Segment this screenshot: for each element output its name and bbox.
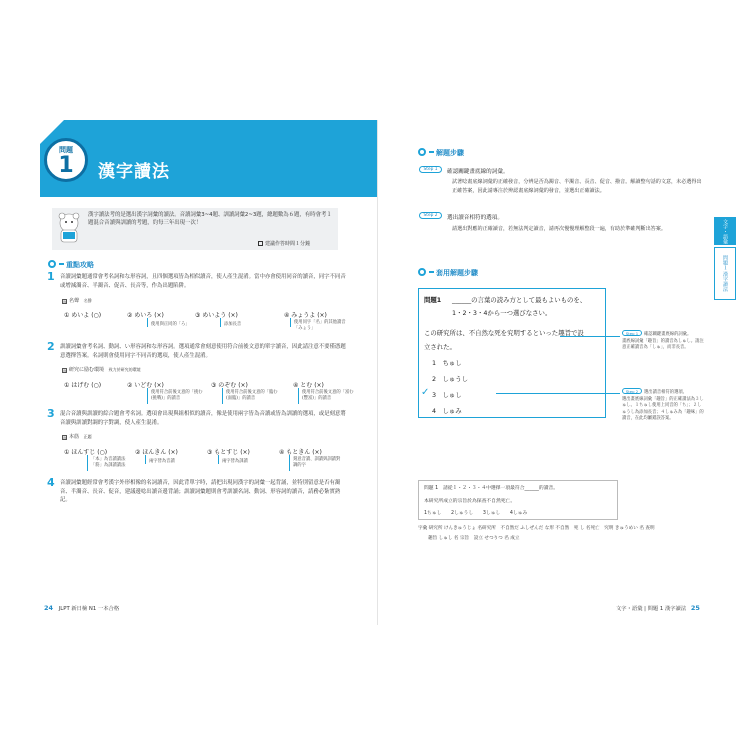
pointer-line [218,455,219,464]
option-note: 添加長音 [224,322,242,327]
side-note-title: 選出讀音相符的選項。 [644,390,687,395]
point-text: 音讀詞彙題通常會考名詞和な形容詞，且四個選項皆為相似讀音，使人產生混淆。當中亦會使用同音的讀音，同字不同音或增減濁音、半濁音、促音、長音等，作為出題陷阱。 [60,274,346,289]
option-note: 使用同字「名」的其他讀音「みょう」 [294,320,346,331]
answer-choice: 2 しゅうし [432,375,469,383]
ring-icon [418,268,426,276]
side-note-step1 [622,330,704,352]
option-note: 兩字皆為音讀 [149,459,175,464]
example-label [62,297,92,304]
dash-icon [59,263,64,265]
example-label [62,366,141,373]
footer-section: 文字・語彙 | 問題 1 漢字讀法 [616,606,687,612]
answer-pointer-line [496,393,620,394]
option: ① はげむ (○) [64,382,102,389]
question-number: 1 [58,153,74,178]
translation-line: 本研究所成立的宗旨於為探查不自然死亡。 [424,499,516,504]
step-badge: Step 1 [622,330,642,336]
pointer-line [147,318,148,327]
point-number: 1 [47,270,55,283]
answer-choice: 4 しゅみ [432,407,462,415]
book-title: JLPT 新日檢 N1 一本合格 [58,606,120,612]
page-number: 24 [44,604,54,612]
option: ③ もとすじ (×) [207,449,250,456]
question-label: 問題 [59,146,73,154]
point-number: 3 [47,407,55,420]
tab-kanji-reading[interactable]: 問題１ 漢字讀法 [714,247,736,300]
option-note: 使用與正同的「ろ」 [151,322,190,327]
option-note: 使用符合前後文意的「臨む (面臨)」的讀音 [226,390,278,401]
step-description: 請選出對應的正確讀音，若無法判定讀音，請再次慢慢理解整段一遍，有助於準確判斷出答案。 [452,226,666,232]
pointer-line [289,455,290,471]
option-note: 使用符合前後文意的「富む (豐富)」的讀音 [302,390,354,401]
translation-line: 問題 1 請從１・２・３・４中選擇一項最符合______的讀音。 [424,486,559,491]
left-footer [44,604,119,612]
option: ① ほんすじ (○) [64,449,108,456]
pointer-line [298,388,299,404]
keyword-pointer-line [560,336,620,337]
option: ③ めいよう (×) [195,312,238,319]
answer-choice: 1 ちゅし [432,359,462,367]
section-key-points-title: 重點攻略 [66,261,94,269]
pointer-line [290,318,291,327]
option-note: 使用符合前後文意的「挑む (挑戰)」的讀音 [151,390,203,401]
section-apply-steps-title: 套用解題步驟 [436,269,478,277]
point-text: 混合音讀與訓讀的綜合題會考名詞。選項會出現與組相似的讀音，像是使用兩字皆為音讀或皆為訓讀的選項，或是刻意將音讀與訓讀對調的字對調，使人產生混淆。 [60,411,346,426]
clock-icon [258,241,263,246]
step-title: 確認關鍵畫底線的詞彙。 [447,169,509,175]
vocabulary-line-2: 趣旨 しゅし 名 宗旨 設立 せつりつ 名 成立 [428,536,520,541]
option: ② いどむ (×) [127,382,164,389]
example-word: 名聲 [69,298,80,304]
example-gloss: 名聲 [83,298,92,303]
section-solution-steps-title: 解題步驟 [436,149,464,157]
question-sentence: この研究所は、不自然な死を究明するといった趣旨で設 [424,329,584,337]
intro-time-text: 建議作答時間１分鐘 [265,241,311,247]
option-note: 「本」為音讀讀法「筋」為訓讀讀法 [91,457,126,468]
question-number-badge [44,138,88,182]
example-gloss: 正題 [83,434,92,439]
example-word: 研究に励む環境 [69,367,105,373]
option: ② めいろ (×) [127,312,164,319]
pointer-line [147,388,148,404]
example-word: 本筋 [69,434,80,440]
pointer-line [220,318,221,327]
tab-vocabulary[interactable]: 文字・語彙 [714,217,736,245]
dash-icon [429,151,434,153]
vocabulary-line: 字彙 研究所 けんきゅうじょ 名研究所 不自然だ ふしぜんだ な形 不自然 死 し 名死亡 究明 きゅうめい 名 查明 [418,526,655,531]
step-description: 試著唸畫底線詞彙的正確發音，分辨是否為濁音、半濁音、長音、促音、撥音。解讀整句話的文意，未必選得出正確答案，因此請專注於辨認畫底線詞彙的發音，並選出正確讀法。 [452,179,702,194]
point-text: 訓讀詞彙會考名詞、動詞、い形容詞和な形容詞。選項通常會刻意使用符合前後文意的單字讀音，因此請注意不要僅憑題意選擇答案。名詞則會使用同字不同音的選項，使人產生混淆。 [60,344,346,359]
option: ③ のぞむ (×) [211,382,248,389]
option: ④ みょうよ (×) [284,312,327,319]
option: ④ とむ (×) [293,382,324,389]
pointer-line [222,388,223,404]
ring-icon [418,148,426,156]
option-note: 刻意音讀、訓讀與訓讀對調的字 [293,457,341,468]
example-icon: 例 [63,300,67,304]
page-number: 25 [690,604,700,612]
option-note: 兩字皆為訓讀 [222,459,248,464]
side-note-text: 選出畫底線詞彙「趣旨」的正確讀法為３しゅし。１ちゅし使用上同音的「ち」；２しゅうし為添加長音；４しゅみ為「趣味」的讀音，在此均屬錯誤答案。 [622,396,704,421]
mascot-icon [56,211,82,245]
translation-choices: 1ちゅし 2しゅうし 3しゅし 4しゅみ [424,511,528,516]
step-badge: Step 2 [622,388,642,394]
question-prompt: ______の言葉の読み方として最もよいものを、 [452,296,587,304]
pointer-line [87,455,88,471]
example-label [62,433,92,440]
option: ④ もときん (×) [279,449,322,456]
dash-icon [429,271,434,273]
side-note-text: 畫底線詞彙「趣旨」的讀音為しゅし。請注意正確讀音為「しゅ」，而非長音。 [622,338,704,350]
point-number: 2 [47,340,55,353]
side-note-step2 [622,388,704,423]
question-label: 問題1 [424,296,442,304]
right-footer [616,604,700,612]
question-sentence-2: 立された。 [424,343,456,351]
option: ② ほんきん (×) [135,449,178,456]
step-badge: Step 2 [419,212,442,219]
answer-choice-correct: 3 しゅし [432,391,462,399]
check-mark-icon: ✓ [421,387,430,398]
chapter-banner [40,120,377,197]
section-solution-steps [418,148,464,158]
chapter-title: 漢字讀法 [98,162,170,182]
point-number: 4 [47,476,55,489]
step-title: 選出讀音相符的選項。 [447,215,503,221]
section-apply-steps [418,268,478,278]
chapter-tabs [714,217,736,300]
option: ① めいよ (○) [64,312,102,319]
question-prompt-2: 1・2・3・4から一つ選びなさい。 [452,309,552,317]
pointer-line [145,455,146,464]
example-gloss: 致力於研究的環境 [108,367,141,372]
side-note-title: 確認關鍵畫底線的詞彙。 [644,332,692,337]
example-icon: 例 [63,369,67,373]
step-badge: Step 1 [419,166,442,173]
example-icon: 例 [63,436,67,440]
intro-text: 漢字讀法考的是選出漢字詞彙的讀法。音讀詞彙3~4題、訓讀詞彙2~3題，總題數為６題，有時會考１題混合音讀與訓讀的考題，約每三年出現一次！ [88,212,332,227]
section-key-points [48,260,94,270]
ring-icon [48,260,56,268]
point-text: 音讀詞彙題經常會考漢字外形相像的名詞讀音，因此背單字時，請把出現同漢字的詞彙一起背誦，並特別留意是否有濁音、半濁音、長音、促音，建議邊唸出讀音邊背誦；訓讀詞彙題則會考訓讀名詞、動詞、形容詞的讀音，請務必紮實熟記。 [60,480,341,504]
